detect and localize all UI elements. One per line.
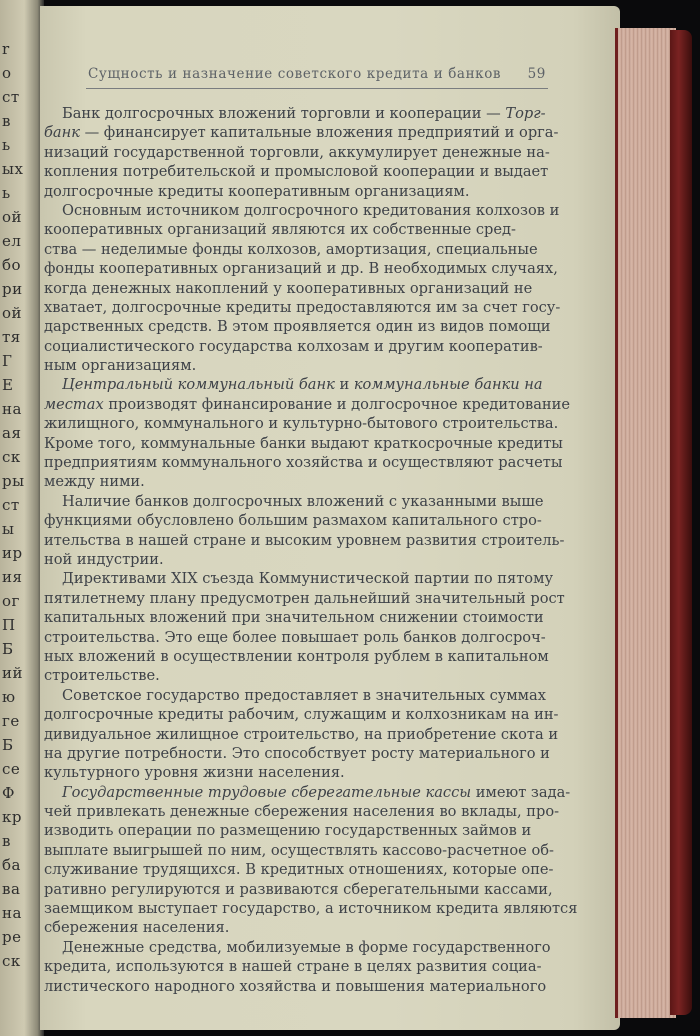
text-line: капитальных вложений при значительном снижении стоимости bbox=[44, 609, 544, 627]
text-line: Основным источником долгосрочного кредитования колхозов и bbox=[62, 201, 560, 219]
left-page-fragment: ба bbox=[2, 856, 21, 874]
text-line: Наличие банков долгосрочных вложений с указанными выше bbox=[62, 492, 544, 510]
left-page-fragment: ва bbox=[2, 880, 21, 898]
body-text bbox=[44, 104, 578, 996]
left-page-fragment: в bbox=[2, 112, 11, 130]
text-line: листического народного хозяйства и повышения материального bbox=[44, 977, 547, 995]
book-cover bbox=[670, 30, 692, 1015]
left-page-fragment: Б bbox=[2, 640, 14, 658]
left-page-fragment: Ф bbox=[2, 784, 15, 802]
text-line: копления потребительской и промысловой кооперации и выдает bbox=[44, 163, 549, 181]
left-page-fragment: ск bbox=[2, 448, 21, 466]
left-page-fragment: ры bbox=[2, 472, 25, 490]
left-page-fragment: ир bbox=[2, 544, 23, 562]
text-line: Директивами XIX съезда Коммунистической партии по пятому bbox=[62, 570, 554, 588]
left-page-fragment: Б bbox=[2, 736, 14, 754]
text-line: предприятиям коммунального хозяйства и осуществляют расчеты bbox=[44, 454, 563, 472]
text-line: банк — финансирует капитальные вложения предприятий и орга- bbox=[44, 124, 559, 142]
left-page-fragment: Г bbox=[2, 352, 13, 370]
text-line: Кроме того, коммунальные банки выдают краткосрочные кредиты bbox=[44, 434, 563, 452]
text-line: кредита, используются в нашей стране в целях развития социа- bbox=[44, 958, 542, 976]
text-line: ных вложений в осуществлении контроля рублем в капитальном bbox=[44, 647, 549, 665]
left-page-fragment: ой bbox=[2, 208, 23, 226]
text-line: Советское государство предоставляет в значительных суммах bbox=[62, 686, 546, 704]
left-page-fragment: ых bbox=[2, 160, 24, 178]
left-page-fragment: ст bbox=[2, 496, 20, 514]
text-line: местах производят финансирование и долгосрочное кредитование bbox=[44, 395, 571, 413]
left-page-fragment: ре bbox=[2, 928, 22, 946]
text-line: Денежные средства, мобилизуемые в форме государственного bbox=[62, 938, 551, 956]
text-line: пятилетнему плану предусмотрен дальнейший значительный рост bbox=[44, 589, 565, 607]
left-page-fragment: ог bbox=[2, 592, 20, 610]
text-line: когда денежных накоплений у кооперативных организаций не bbox=[44, 279, 533, 297]
left-page-fragment: ге bbox=[2, 712, 20, 730]
left-page-fragment: ст bbox=[2, 88, 20, 106]
text-line: культурного уровня жизни населения. bbox=[44, 764, 345, 782]
text-line: социалистического государства колхозам и другим кооператив- bbox=[44, 337, 543, 355]
left-page-fragment: на bbox=[2, 904, 22, 922]
left-page-fragment: ия bbox=[2, 568, 23, 586]
text-line: долгосрочные кредиты рабочим, служащим и колхозникам на ин- bbox=[44, 706, 559, 724]
left-page-fragment: ел bbox=[2, 232, 22, 250]
left-page-fragment: се bbox=[2, 760, 21, 778]
text-line: сбережения населения. bbox=[44, 919, 230, 937]
text-line: ративно регулируются и развиваются сберегательными кассами, bbox=[44, 880, 553, 898]
text-line: фонды кооперативных организаций и др. В необходимых случаях, bbox=[44, 260, 558, 278]
left-page-fragment: тя bbox=[2, 328, 21, 346]
left-page-sliver bbox=[0, 0, 44, 1036]
text-line: Банк долгосрочных вложений торговли и кооперации — Торг- bbox=[62, 105, 546, 122]
page-edges bbox=[615, 28, 676, 1018]
text-line: ной индустрии. bbox=[44, 550, 164, 568]
text-line: Центральный коммунальный банк и коммунальные банки на bbox=[62, 376, 543, 394]
left-page-fragment: r bbox=[2, 40, 10, 58]
text-line: служивание трудящихся. В кредитных отношениях, которые опе- bbox=[44, 861, 554, 879]
left-page-fragment: ы bbox=[2, 520, 15, 538]
left-page-fragment: о bbox=[2, 64, 12, 82]
text-line: дарственных средств. В этом проявляется один из видов помощи bbox=[44, 318, 551, 336]
left-page-fragment: ь bbox=[2, 136, 11, 154]
left-page-fragment: ск bbox=[2, 952, 21, 970]
header-title: Сущность и назначение советского кредита и банков bbox=[88, 66, 502, 82]
left-page-fragment: ри bbox=[2, 280, 23, 298]
left-page-fragment: Е bbox=[2, 376, 14, 394]
left-page-fragment: ой bbox=[2, 304, 23, 322]
text-line: чей привлекать денежные сбережения населения во вклады, про- bbox=[44, 803, 560, 821]
running-header bbox=[88, 66, 546, 82]
text-line: жилищного, коммунального и культурно-бытового строительства. bbox=[44, 415, 559, 433]
left-page-fragment: на bbox=[2, 400, 22, 418]
page-number: 59 bbox=[527, 66, 546, 82]
header-rule bbox=[86, 88, 548, 89]
text-line: ительства в нашей стране и высоким уровнем развития строитель- bbox=[44, 531, 565, 549]
left-page-fragment: П bbox=[2, 616, 16, 634]
text-line: кооперативных организаций являются их собственные сред- bbox=[44, 221, 516, 239]
text-line: на другие потребности. Это способствует росту материального и bbox=[44, 744, 550, 762]
text-line: Государственные трудовые сберегательные кассы имеют зада- bbox=[62, 783, 571, 801]
text-line: ства — неделимые фонды колхозов, амортизация, специальные bbox=[44, 240, 538, 258]
text-line: дивидуальное жилищное строительство, на приобретение скота и bbox=[44, 725, 559, 743]
text-line: между ними. bbox=[44, 473, 145, 491]
left-page-fragment: кр bbox=[2, 808, 22, 826]
left-page-fragment: в bbox=[2, 832, 11, 850]
text-line: изводить операции по размещению государственных займов и bbox=[44, 822, 532, 840]
text-line: заемщиком выступает государство, а источником кредита являются bbox=[44, 900, 578, 918]
text-line: строительства. Это еще более повышает роль банков долгосроч- bbox=[44, 628, 546, 646]
text-line: строительстве. bbox=[44, 667, 160, 685]
left-page-fragment: бо bbox=[2, 256, 22, 274]
text-line: выплате выигрышей по ним, осуществлять кассово-расчетное об- bbox=[44, 841, 554, 859]
text-line: низаций государственной торговли, аккумулирует денежные на- bbox=[44, 143, 550, 161]
text-line: хватает, долгосрочные кредиты предоставляются им за счет госу- bbox=[44, 298, 561, 316]
text-line: функциями обусловлено большим размахом капитального стро- bbox=[44, 512, 542, 530]
left-page-fragment: ь bbox=[2, 184, 11, 202]
left-page-fragment: ая bbox=[2, 424, 22, 442]
text-line: ным организациям. bbox=[44, 357, 197, 375]
left-page-fragment: ю bbox=[2, 688, 16, 706]
left-page-fragment: ий bbox=[2, 664, 23, 682]
text-line: долгосрочные кредиты кооперативным организациям. bbox=[44, 182, 470, 200]
